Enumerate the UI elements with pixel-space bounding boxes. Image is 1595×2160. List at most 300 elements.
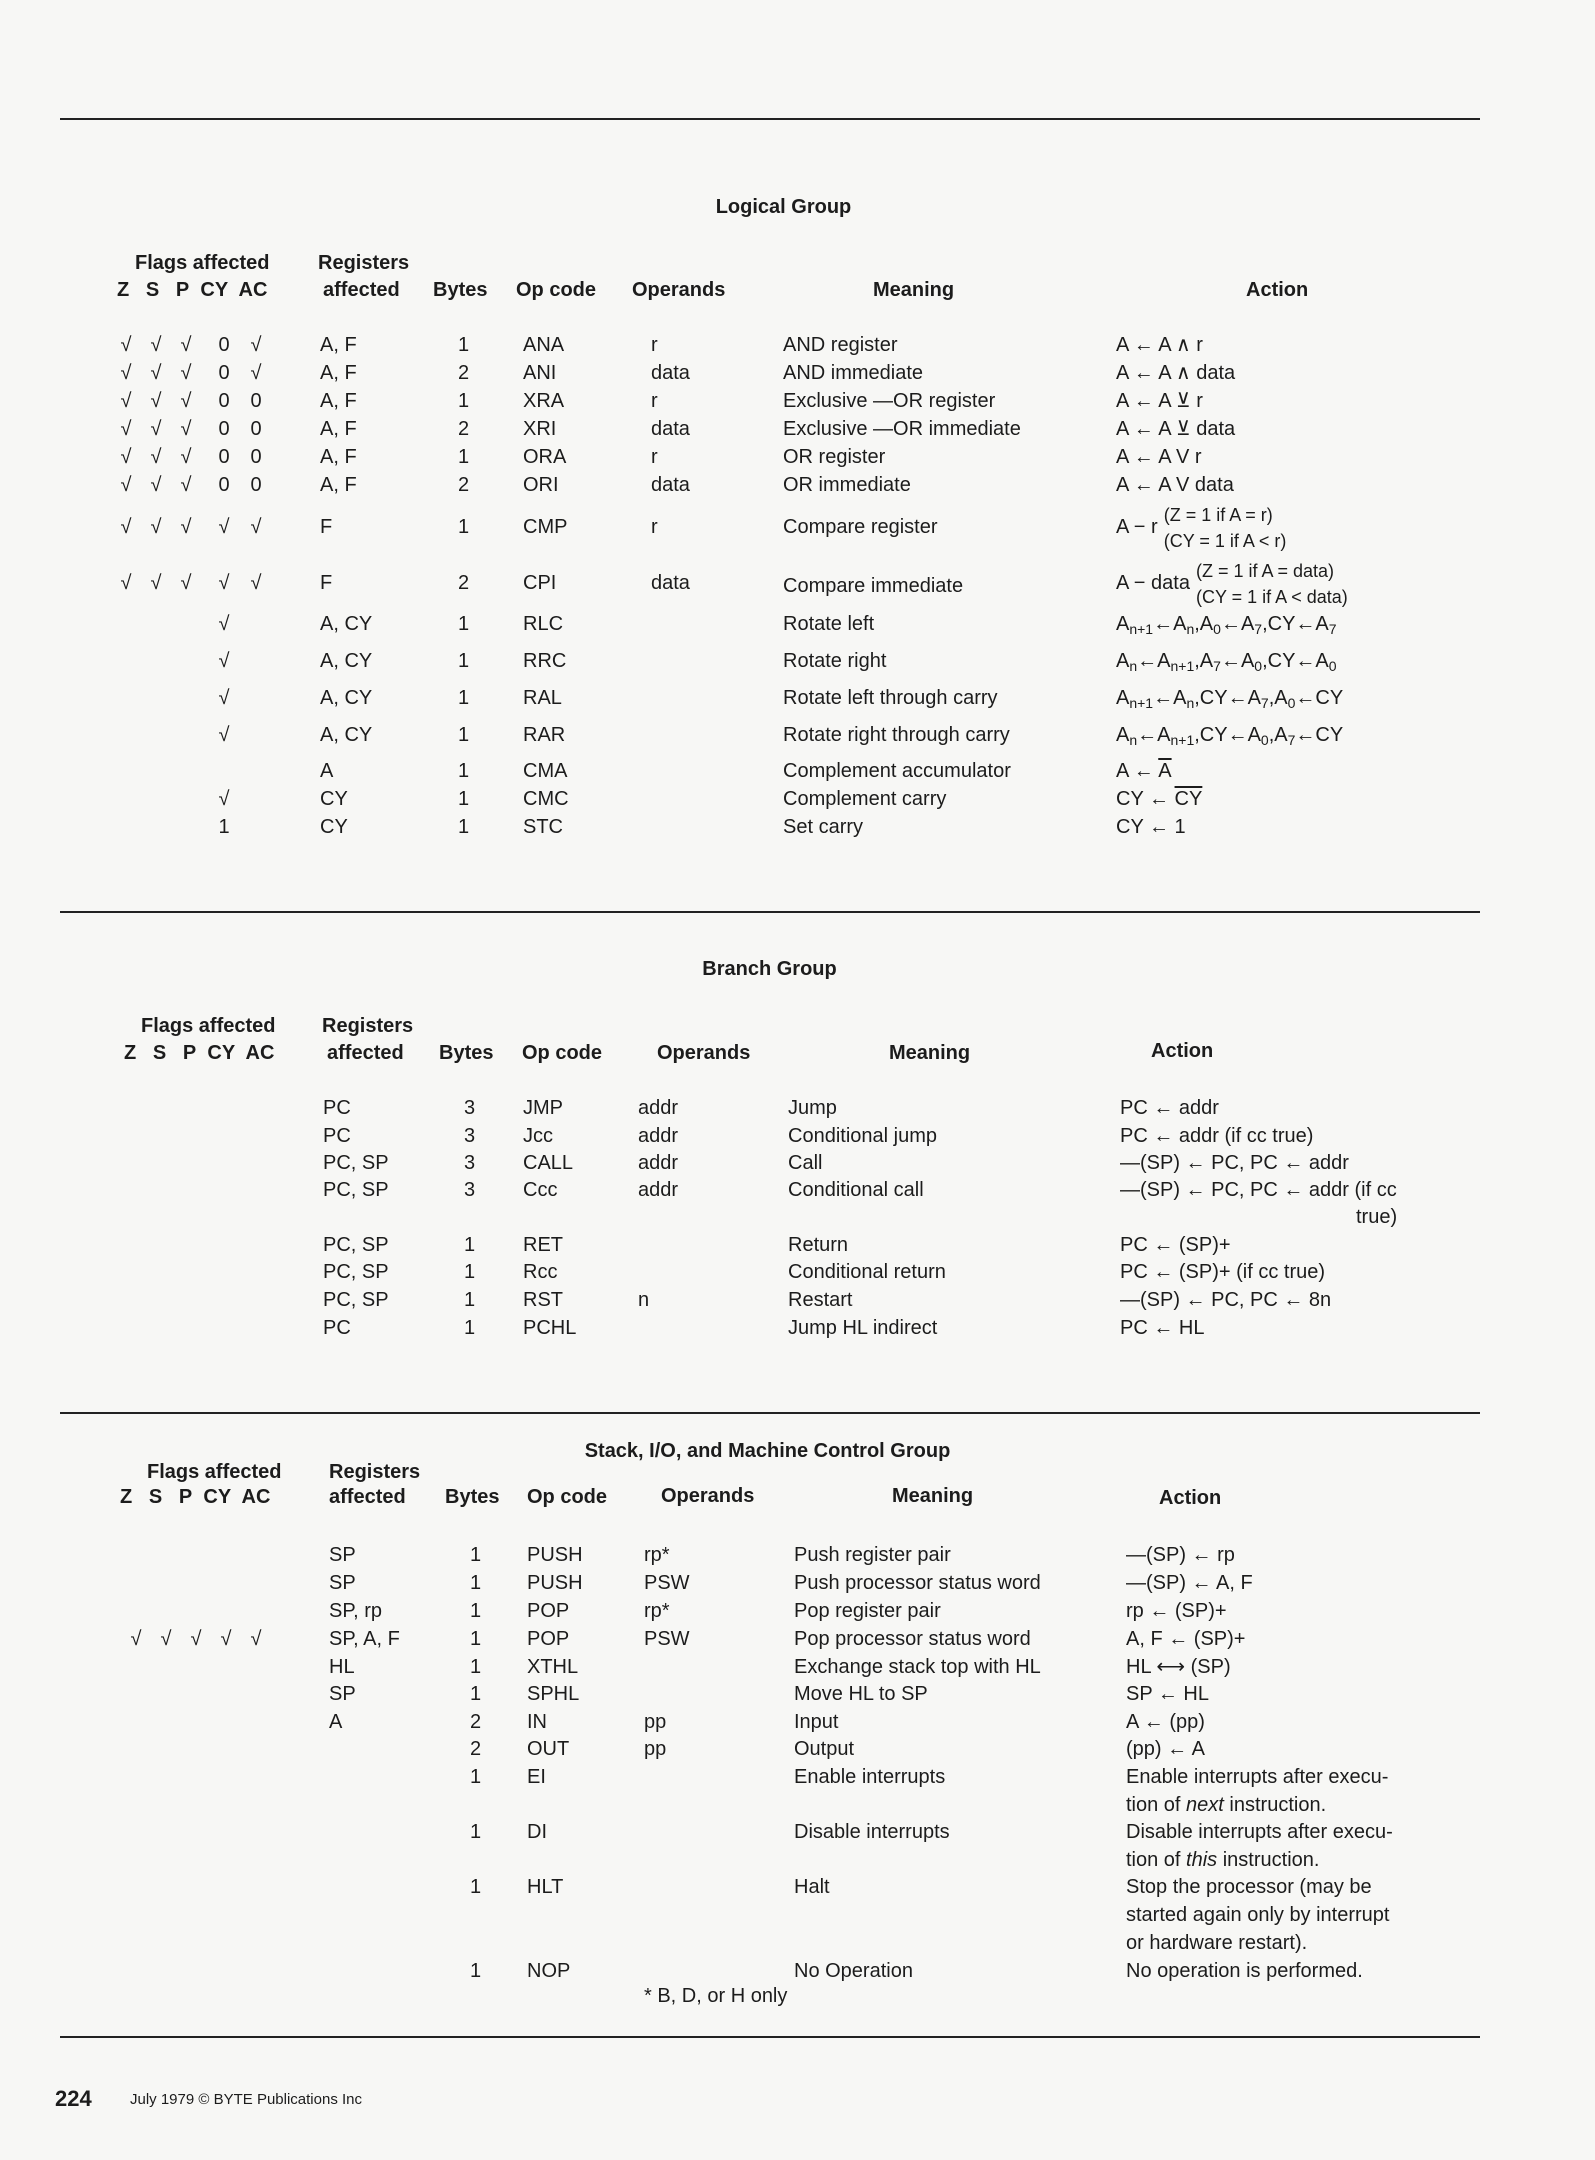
meaning-cell: Jump HL indirect <box>788 1317 938 1339</box>
flag-cy: √ <box>218 724 230 746</box>
table-row <box>0 1176 1595 1228</box>
registers-cell: F <box>320 516 333 538</box>
meaning-cell: Push register pair <box>794 1544 951 1566</box>
opcode-cell: CMC <box>523 788 569 810</box>
opcode-header: Op code <box>522 1042 603 1064</box>
registers-cell: PC, SP <box>323 1152 389 1174</box>
bytes-cell: 1 <box>470 1683 482 1705</box>
table-row <box>0 359 1595 387</box>
opcode-cell: IN <box>527 1711 547 1733</box>
bytes-cell: 1 <box>470 1600 482 1622</box>
registers-cell: PC <box>323 1317 351 1339</box>
action-cell: A ← A ⊻ data <box>1116 418 1236 440</box>
meaning-cell: Call <box>788 1152 823 1174</box>
bytes-cell: 1 <box>464 1261 476 1283</box>
flag-s: √ <box>160 1628 172 1650</box>
action-cell: (pp) ← A <box>1126 1738 1205 1760</box>
registers-cell: A, CY <box>320 724 373 746</box>
flag-ac: 0 <box>250 390 262 412</box>
meaning-cell: Input <box>794 1711 839 1733</box>
table-row <box>0 415 1595 443</box>
action-cell: A ← A ⊻ r <box>1116 390 1203 412</box>
bytes-cell: 1 <box>470 1960 482 1982</box>
registers-cell: A, CY <box>320 687 373 709</box>
meaning-cell: Exchange stack top with HL <box>794 1656 1041 1678</box>
flag-p: √ <box>180 572 192 594</box>
meaning-cell: Rotate right <box>783 650 887 672</box>
affected-header: affected <box>327 1042 404 1064</box>
flag-cy: 0 <box>218 446 230 468</box>
registers-cell: SP, A, F <box>329 1628 400 1650</box>
bytes-cell: 1 <box>458 816 470 838</box>
action-note: (Z = 1 if A = r) <box>1163 504 1273 525</box>
registers-cell: SP <box>329 1544 356 1566</box>
table-row <box>0 504 1595 551</box>
flag-s: √ <box>150 334 162 356</box>
action-cell: rp ← (SP)+ <box>1126 1600 1227 1622</box>
flag-z: √ <box>120 516 132 538</box>
meaning-cell: Push processor status word <box>794 1572 1041 1594</box>
table-row <box>0 813 1595 841</box>
operand-cell: data <box>651 418 690 440</box>
bytes-cell: 1 <box>470 1544 482 1566</box>
table-row <box>0 1231 1595 1259</box>
operands-header: Operands <box>657 1042 751 1064</box>
meaning-cell: Pop register pair <box>794 1600 941 1622</box>
registers-cell: PC <box>323 1097 351 1119</box>
operands-header: Operands <box>632 279 726 301</box>
operand-cell: data <box>651 474 690 496</box>
table-row <box>0 610 1595 638</box>
operand-cell: r <box>651 334 658 356</box>
operand-cell: r <box>651 446 658 468</box>
registers-cell: CY <box>320 816 348 838</box>
opcode-cell: EI <box>527 1766 546 1788</box>
flag-p: √ <box>180 334 192 356</box>
flag-p: √ <box>180 362 192 384</box>
operand-cell: addr <box>638 1125 679 1147</box>
table-row <box>0 1569 1595 1597</box>
table-row <box>0 387 1595 415</box>
opcode-cell: ORA <box>523 446 567 468</box>
opcode-cell: PCHL <box>523 1317 577 1339</box>
flag-ac: √ <box>250 334 262 356</box>
flag-s: √ <box>150 516 162 538</box>
action-cell: —(SP) ← PC, PC ← addr <box>1120 1152 1349 1174</box>
meaning-header: Meaning <box>889 1042 971 1064</box>
action-cell: Stop the processor (may be <box>1126 1876 1372 1898</box>
operand-cell: data <box>651 572 690 594</box>
flag-z: √ <box>120 446 132 468</box>
logical-group-title: Logical Group <box>715 196 852 218</box>
meaning-cell: Complement carry <box>783 788 947 810</box>
flag-p: √ <box>180 516 192 538</box>
operand-cell: r <box>651 516 658 538</box>
meaning-cell: Rotate left through carry <box>783 687 998 709</box>
opcode-cell: PUSH <box>527 1544 583 1566</box>
bytes-cell: 3 <box>464 1125 476 1147</box>
flag-letters-header: Z S P CY AC <box>120 1486 271 1508</box>
bytes-cell: 1 <box>470 1572 482 1594</box>
action-cell: PC ← (SP)+ <box>1120 1234 1231 1256</box>
flag-p: √ <box>180 390 192 412</box>
action-note: (CY = 1 if A < r) <box>1163 530 1287 551</box>
action-cell: $A_{n+1}\leftarrow A_n,A_0\leftarrow A_7,CY\leftarrow A_7$ <box>1116 613 1337 637</box>
meaning-cell: Complement accumulator <box>783 760 1011 782</box>
bytes-cell: 3 <box>464 1179 476 1201</box>
flag-z: √ <box>120 390 132 412</box>
table-row <box>0 1541 1595 1569</box>
action-cell: Enable interrupts after execu- <box>1126 1766 1389 1788</box>
flag-ac: √ <box>250 362 262 384</box>
table-row <box>0 443 1595 471</box>
flag-cy: √ <box>218 788 230 810</box>
action-cell: No operation is performed. <box>1126 1960 1363 1982</box>
opcode-cell: ANA <box>523 334 565 356</box>
bytes-cell: 3 <box>464 1152 476 1174</box>
action-cell <box>1116 555 1348 611</box>
flag-letters-header <box>117 279 267 302</box>
action-notes <box>1164 502 1287 554</box>
flag-s: √ <box>150 446 162 468</box>
registers-cell: A <box>320 760 334 782</box>
table-row <box>0 1258 1595 1286</box>
table-row <box>0 1653 1595 1681</box>
action-expr: A − r <box>1116 516 1158 538</box>
registers-cell: CY <box>320 788 348 810</box>
table-row <box>0 1597 1595 1625</box>
bytes-cell: 1 <box>458 760 470 782</box>
meaning-cell: Pop processor status word <box>794 1628 1031 1650</box>
bytes-cell: 1 <box>458 788 470 810</box>
action-header: Action <box>1246 279 1309 301</box>
flag-cy: 0 <box>218 474 230 496</box>
bytes-cell: 1 <box>470 1876 482 1898</box>
operand-cell: rp* <box>644 1544 670 1566</box>
meaning-cell: Jump <box>788 1097 837 1119</box>
operand-cell: PSW <box>644 1572 690 1594</box>
bytes-cell: 1 <box>458 724 470 746</box>
flag-s: √ <box>150 362 162 384</box>
table-row <box>0 331 1595 359</box>
action-cell: PC ← addr (if cc true) <box>1120 1125 1314 1147</box>
action-cell-continued: started again only by interrupt <box>1126 1904 1390 1926</box>
opcode-cell: ORI <box>523 474 559 496</box>
operand-cell: addr <box>638 1152 679 1174</box>
flag-z: √ <box>120 418 132 440</box>
opcode-cell: CALL <box>523 1152 574 1174</box>
logical-bottom-rule <box>60 911 1480 913</box>
meaning-cell: Move HL to SP <box>794 1683 928 1705</box>
operand-cell: pp <box>644 1711 667 1733</box>
table-row <box>0 757 1595 785</box>
meaning-cell: Conditional call <box>788 1179 924 1201</box>
flag-ac: √ <box>250 572 262 594</box>
flag-cy: √ <box>218 516 230 538</box>
flag-p: √ <box>180 474 192 496</box>
operand-cell: pp <box>644 1738 667 1760</box>
action-cell: PC ← addr <box>1120 1097 1219 1119</box>
meaning-header: Meaning <box>873 279 955 301</box>
bytes-cell: 1 <box>470 1656 482 1678</box>
action-cell: PC ← (SP)+ (if cc true) <box>1120 1261 1326 1283</box>
action-cell: $A_n\leftarrow A_{n+1},CY\leftarrow A_0,A_7\leftarrow CY$ <box>1116 724 1344 748</box>
table-row <box>0 1314 1595 1342</box>
meaning-cell: Set carry <box>783 816 864 838</box>
bytes-cell: 1 <box>458 334 470 356</box>
affected-header: affected <box>323 279 400 301</box>
bytes-cell: 2 <box>470 1738 482 1760</box>
bytes-cell: 1 <box>464 1289 476 1311</box>
top-rule <box>60 118 1480 120</box>
action-cell <box>1116 499 1286 555</box>
action-expr: A − data <box>1116 572 1190 594</box>
table-row <box>0 1625 1595 1653</box>
table-row <box>0 1873 1595 1957</box>
registers-cell: F <box>320 572 333 594</box>
action-cell: SP ← HL <box>1126 1683 1209 1705</box>
meaning-cell: AND immediate <box>783 362 924 384</box>
bytes-cell: 2 <box>470 1711 482 1733</box>
flag-z: √ <box>120 362 132 384</box>
bytes-cell: 1 <box>458 650 470 672</box>
table-row <box>0 1149 1595 1177</box>
operand-cell: n <box>638 1289 650 1311</box>
registers-cell: PC <box>323 1125 351 1147</box>
table-row <box>0 560 1595 607</box>
action-cell: A ← A ∧ data <box>1116 362 1236 384</box>
bytes-header: Bytes <box>439 1042 494 1064</box>
action-cell: —(SP) ← PC, PC ← addr (if cc <box>1120 1179 1397 1201</box>
flag-s: √ <box>150 418 162 440</box>
flag-cy: 0 <box>218 418 230 440</box>
action-cell: HL ⟷ (SP) <box>1126 1656 1231 1678</box>
table-row <box>0 1818 1595 1874</box>
flag-z-header: Z <box>117 279 130 301</box>
table-row <box>0 1286 1595 1314</box>
operand-cell: addr <box>638 1179 679 1201</box>
operand-cell: PSW <box>644 1628 690 1650</box>
action-cell: A, F ← (SP)+ <box>1126 1628 1246 1650</box>
action-cell: A ← $\overline{A}$ <box>1116 760 1172 782</box>
action-cell: A ← A V r <box>1116 446 1202 468</box>
opcode-cell: Ccc <box>523 1179 558 1201</box>
flag-ac-header: AC <box>238 279 268 301</box>
action-cell: $A_n\leftarrow A_{n+1},A_7\leftarrow A_0,CY\leftarrow A_0$ <box>1116 650 1337 674</box>
flag-cy: 0 <box>218 334 230 356</box>
flag-cy: 1 <box>218 816 230 838</box>
action-cell: CY ← 1 <box>1116 816 1186 838</box>
registers-cell: PC, SP <box>323 1234 389 1256</box>
meaning-cell: Exclusive —OR register <box>783 390 996 412</box>
registers-cell: A, F <box>320 334 357 356</box>
branch-group-title: Branch Group <box>702 958 837 980</box>
flag-s: √ <box>150 474 162 496</box>
flags-affected-header: Flags affected <box>141 1015 276 1037</box>
table-row <box>0 1957 1595 1985</box>
action-cell: —(SP) ← rp <box>1126 1544 1235 1566</box>
opcode-cell: SPHL <box>527 1683 580 1705</box>
meaning-cell: Conditional jump <box>788 1125 937 1147</box>
flag-z: √ <box>120 334 132 356</box>
meaning-cell: Restart <box>788 1289 853 1311</box>
opcode-cell: HLT <box>527 1876 564 1898</box>
registers-cell: A <box>329 1711 343 1733</box>
flag-cy: √ <box>218 613 230 635</box>
registers-cell: PC, SP <box>323 1289 389 1311</box>
meaning-cell: Enable interrupts <box>794 1766 946 1788</box>
registers-cell: A, F <box>320 390 357 412</box>
opcode-cell: RAR <box>523 724 566 746</box>
registers-cell: A, F <box>320 446 357 468</box>
registers-cell: A, F <box>320 474 357 496</box>
action-cell: CY ← $\overline{CY}$ <box>1116 788 1203 810</box>
operand-cell: rp* <box>644 1600 670 1622</box>
opcode-cell: RET <box>523 1234 563 1256</box>
bytes-header: Bytes <box>445 1486 500 1508</box>
action-cell: Disable interrupts after execu- <box>1126 1821 1393 1843</box>
opcode-header: Op code <box>516 279 597 301</box>
flag-cy: √ <box>218 687 230 709</box>
registers-cell: HL <box>329 1656 355 1678</box>
table-row <box>0 1763 1595 1819</box>
flag-ac: √ <box>250 516 262 538</box>
flag-p: √ <box>180 418 192 440</box>
opcode-cell: RLC <box>523 613 564 635</box>
flag-ac: 0 <box>250 474 262 496</box>
meaning-header: Meaning <box>892 1485 974 1507</box>
opcode-cell: Jcc <box>523 1125 553 1147</box>
action-cell-continued: true) <box>1356 1206 1398 1228</box>
flag-p: √ <box>180 446 192 468</box>
meaning-cell: Exclusive —OR immediate <box>783 418 1021 440</box>
flag-p: √ <box>190 1628 202 1650</box>
bytes-cell: 1 <box>470 1628 482 1650</box>
flags-affected-header: Flags affected <box>147 1461 282 1483</box>
opcode-cell: POP <box>527 1628 570 1650</box>
bytes-cell: 2 <box>458 572 470 594</box>
table-row <box>0 785 1595 813</box>
opcode-cell: STC <box>523 816 563 838</box>
opcode-cell: OUT <box>527 1738 570 1760</box>
meaning-cell: Halt <box>794 1876 830 1898</box>
opcode-cell: CMP <box>523 516 568 538</box>
meaning-cell: Compare register <box>783 516 938 538</box>
action-cell: —(SP) ← A, F <box>1126 1572 1253 1594</box>
page-bottom-rule <box>60 2036 1480 2038</box>
flag-s: √ <box>150 572 162 594</box>
bytes-cell: 1 <box>458 516 470 538</box>
meaning-cell: Rotate left <box>783 613 875 635</box>
flag-cy: 0 <box>218 390 230 412</box>
bytes-cell: 2 <box>458 418 470 440</box>
table-row <box>0 647 1595 675</box>
action-note: (Z = 1 if A = data) <box>1195 560 1335 581</box>
flag-ac: 0 <box>250 418 262 440</box>
meaning-cell: Output <box>794 1738 855 1760</box>
registers-cell: A, F <box>320 418 357 440</box>
table-row <box>0 1708 1595 1736</box>
bytes-cell: 1 <box>458 687 470 709</box>
flag-ac: 0 <box>250 446 262 468</box>
registers-cell: PC, SP <box>323 1261 389 1283</box>
table-row <box>0 1094 1595 1122</box>
flag-cy: √ <box>218 650 230 672</box>
meaning-cell: Disable interrupts <box>794 1821 950 1843</box>
opcode-cell: PUSH <box>527 1572 583 1594</box>
table-row <box>0 471 1595 499</box>
operand-cell: addr <box>638 1097 679 1119</box>
bytes-cell: 1 <box>464 1234 476 1256</box>
registers-cell: SP, rp <box>329 1600 382 1622</box>
footnote: * B, D, or H only <box>644 1985 788 2007</box>
registers-cell: SP <box>329 1683 356 1705</box>
flag-letters-header: Z S P CY AC <box>124 1042 275 1064</box>
flag-cy: 0 <box>218 362 230 384</box>
operand-cell: data <box>651 362 690 384</box>
opcode-cell: RRC <box>523 650 567 672</box>
registers-header: Registers <box>322 1015 414 1037</box>
bytes-header: Bytes <box>433 279 488 301</box>
bytes-cell: 1 <box>458 390 470 412</box>
action-cell: A ← (pp) <box>1126 1711 1205 1733</box>
opcode-cell: RST <box>523 1289 563 1311</box>
registers-cell: PC, SP <box>323 1179 389 1201</box>
meaning-cell: Compare immediate <box>783 575 964 597</box>
bytes-cell: 1 <box>458 613 470 635</box>
publication-byline: July 1979 © BYTE Publications Inc <box>130 2091 363 2108</box>
bytes-cell: 1 <box>470 1821 482 1843</box>
meaning-cell: No Operation <box>794 1960 913 1982</box>
meaning-cell: AND register <box>783 334 898 356</box>
bytes-cell: 1 <box>464 1317 476 1339</box>
meaning-cell: OR register <box>783 446 886 468</box>
flag-z: √ <box>130 1628 142 1650</box>
stack-group-title: Stack, I/O, and Machine Control Group <box>584 1440 951 1462</box>
table-row <box>0 721 1595 749</box>
flag-cy-header: CY <box>200 279 229 301</box>
table-row <box>0 684 1595 712</box>
meaning-cell: Return <box>788 1234 849 1256</box>
opcode-cell: CPI <box>523 572 557 594</box>
bytes-cell: 2 <box>458 362 470 384</box>
flag-s-header: S <box>145 279 160 301</box>
opcode-cell: JMP <box>523 1097 563 1119</box>
bytes-cell: 1 <box>470 1766 482 1788</box>
opcode-header: Op code <box>527 1486 608 1508</box>
flag-p-header: P <box>175 279 190 301</box>
flag-ac: √ <box>250 1628 262 1650</box>
flag-s: √ <box>150 390 162 412</box>
action-cell-continued: tion of next instruction. <box>1126 1794 1327 1816</box>
registers-header: Registers <box>318 252 410 274</box>
action-note: (CY = 1 if A < data) <box>1195 586 1348 607</box>
action-cell: PC ← HL <box>1120 1317 1205 1339</box>
action-cell: A ← A V data <box>1116 474 1234 496</box>
action-header: Action <box>1151 1040 1214 1062</box>
opcode-cell: XTHL <box>527 1656 579 1678</box>
opcode-cell: RAL <box>523 687 562 709</box>
action-cell-continued: tion of this instruction. <box>1126 1849 1320 1871</box>
registers-cell: A, CY <box>320 650 373 672</box>
meaning-cell: Conditional return <box>788 1261 946 1283</box>
action-cell: —(SP) ← PC, PC ← 8n <box>1120 1289 1332 1311</box>
opcode-cell: ANI <box>523 362 557 384</box>
table-row <box>0 1680 1595 1708</box>
flag-cy: √ <box>218 572 230 594</box>
affected-header: affected <box>329 1486 406 1508</box>
table-row <box>0 1122 1595 1150</box>
